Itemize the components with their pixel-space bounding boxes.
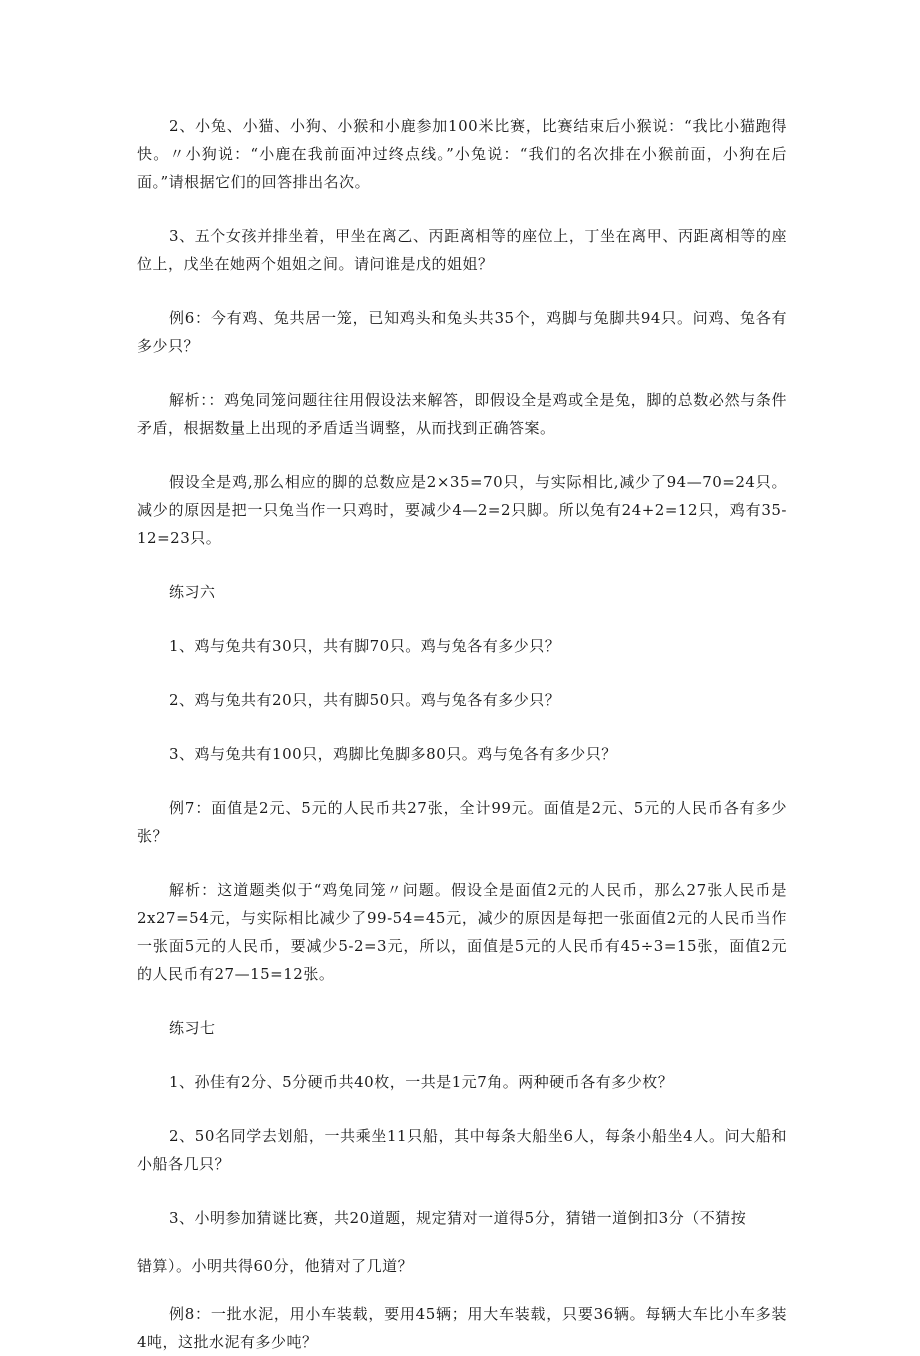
exercise-7-heading: 练习七	[169, 1019, 216, 1037]
exercise-7-question-1: 1、孙佳有2分、5分硬币共40枚，一共是1元7角。两种硬币各有多少枚？	[169, 1073, 674, 1091]
exercise-6-heading: 练习六	[169, 583, 216, 601]
document-page	[137, 112, 787, 1356]
exercise-6-question-2: 2、鸡与兔共有20只，共有脚50只。鸡与兔各有多少只？	[169, 691, 561, 709]
exercise-7-question-2: 2、50名同学去划船，一共乘坐11只船，其中每条大船坐6人，每条小船坐4人。问大船和小船各几只？	[137, 1127, 787, 1173]
problem-3-five-girls: 3、五个女孩并排坐着，甲坐在离乙、丙距离相等的座位上，丁坐在离甲、丙距离相等的座位上，戊坐在她两个姐姐之间。请问谁是戊的姐姐？	[137, 227, 787, 273]
example-6-solution: 假设全是鸡,那么相应的脚的总数应是2×35=70只，与实际相比,减少了94—70=24只。减少的原因是把一只兔当作一只鸡时，要减少4—2=2只脚。所以兔有24+2=12只，鸡有35-12=23只。	[137, 473, 787, 547]
example-6-analysis: 解析：：鸡兔同笼问题往往用假设法来解答，即假设全是鸡或全是兔，脚的总数必然与条件矛盾，根据数量上出现的矛盾适当调整，从而找到正确答案。	[137, 391, 787, 437]
example-7-analysis: 解析：这道题类似于“鸡兔同笼〃问题。假设全是面值2元的人民币，那么27张人民币是2x27=54元，与实际相比减少了99-54=45元，减少的原因是每把一张面值2元的人民币当作一张面5元的人民币，要减少5-2=3元，所以，面值是5元的人民币有45÷3=15张，面值2元的人民币有27—15=12张。	[137, 881, 787, 983]
exercise-6-question-3: 3、鸡与兔共有100只，鸡脚比兔脚多80只。鸡与兔各有多少只？	[169, 745, 617, 763]
exercise-7-question-3: 3、小明参加猜谜比赛，共20道题，规定猜对一道得5分，猜错一道倒扣3分（不猜按	[169, 1209, 747, 1227]
exercise-7-question-3-continued: 错算）。小明共得60分，他猜对了几道？	[137, 1257, 414, 1275]
example-6-question: 例6：今有鸡、兔共居一笼，已知鸡头和兔头共35个，鸡脚与兔脚共94只。问鸡、兔各有多少只？	[137, 309, 787, 355]
exercise-6-question-1: 1、鸡与兔共有30只，共有脚70只。鸡与兔各有多少只？	[169, 637, 561, 655]
example-8-question: 例8：一批水泥，用小车装载，要用45辆；用大车装载，只要36辆。每辆大车比小车多装4吨，这批水泥有多少吨？	[137, 1305, 787, 1351]
example-7-question: 例7：面值是2元、5元的人民币共27张，全计99元。面值是2元、5元的人民币各有多少张？	[137, 799, 787, 845]
problem-2-animal-race: 2、小兔、小猫、小狗、小猴和小鹿参加100米比赛，比赛结束后小猴说：“我比小猫跑得快。〃小狗说：“小鹿在我前面冲过终点线。”小兔说：“我们的名次排在小猴前面，小狗在后面。”请根据它们的回答排出名次。	[137, 117, 787, 191]
